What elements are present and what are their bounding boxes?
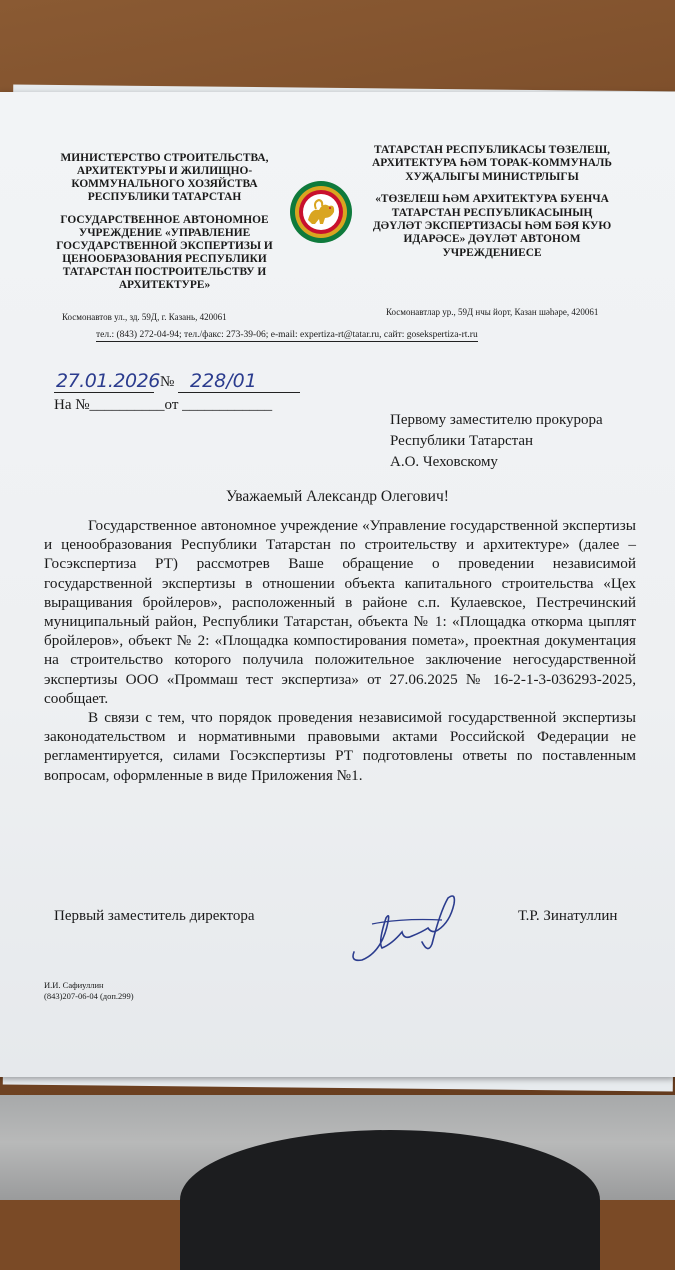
signatory-title: Первый заместитель директора [54,908,255,924]
paragraph-1: Государственное автономное учреждение «Управление государственной экспертизы и ценообразования Республики Татарстан по строительству и архитектуре» (далее – Госэкспертиза РТ) рассмотрев Ваше обращение о проведении независимой государственной экспертизы в отношении объекта капитального строительства «Цех выращивания бройлеров», расположенный в районе с.п. Кулаевское, Пестречинский муниципальный район, Республики Татарстан, объекта № 1: «Площадка откорма цыплят бройлеров», объект № 2: «Площадка компостирования помета», проектная документация на строительство которого получила положительное заключение негосударственной экспертизы ООО «Проммаш тест экспертиза» от 27.06.2025 № 16-2-1-3-036293-2025, сообщает. [44,517,636,707]
addressee-line-3: А.О. Чеховскому [390,454,498,470]
header-left [42,152,287,292]
signatory-name: Т.Р. Зинатуллин [518,908,618,924]
right-institution: «ТӨЗЕЛЕШ ҺӘМ АРХИТЕКТУРА БУЕНЧА ТАТАРСТАН РЕСПУБЛИКАСЫНЫҢ ДӘҮЛӘТ ЭКСПЕРТИЗАСЫ ҺӘМ БӘЯ КУЮ ИДАРӘСЕ» ДӘҮЛӘТ АВТОНОМ УЧРЕЖДЕНИЕСЕ [372,193,612,259]
date-underline [54,392,154,393]
performer-info [44,980,134,1002]
addressee-line-1: Первому заместителю прокурора [390,412,603,428]
address-right: Космонавтлар ур., 59Д нчы йорт, Казан шәһәре, 420061 [386,307,599,317]
paragraph-2: В связи с тем, что порядок проведения независимой государственной экспертизы законодательством и нормативными правовыми актами Российской Федерации не регламентируется, силами Госэкспертизы РТ подготовлены ответы по поставленным вопросам, оформленные в виде Приложения №1. [44,709,636,784]
registration-number-label: № [160,374,175,390]
addressee-line-2: Республики Татарстан [390,433,534,449]
performer-name: И.И. Сафиуллин [44,980,104,990]
registration-date: 27.01.2026 [56,370,160,392]
addressee [390,410,603,473]
letter-page [0,92,675,1077]
header-right [372,144,612,260]
handwritten-signature-icon [342,882,472,972]
salutation: Уважаемый Александр Олегович! [226,488,449,505]
contacts-line: тел.: (843) 272-04-94; тел./факс: 273-39-06; e-mail: expertiza-rt@tatar.ru, сайт: gosekspertiza-rt.ru [96,330,478,340]
dark-object [180,1130,600,1270]
left-institution: ГОСУДАРСТВЕННОЕ АВТОНОМНОЕ УЧРЕЖДЕНИЕ «УПРАВЛЕНИЕ ГОСУДАРСТВЕННОЙ ЭКСПЕРТИЗЫ И ЦЕНООБРАЗОВАНИЯ РЕСПУБЛИКИ ТАТАРСТАН ПОСТРОИТЕЛЬСТВУ И АРХИТЕКТУРЕ» [56,214,273,291]
left-ministry: МИНИСТЕРСТВО СТРОИТЕЛЬСТВА, АРХИТЕКТУРЫ И ЖИЛИЩНО-КОММУНАЛЬНОГО ХОЗЯЙСТВА РЕСПУБЛИКИ ТАТАРСТАН [60,152,269,203]
reference-line: На №__________от ____________ [54,397,273,413]
letter-body [44,516,636,785]
number-underline [178,392,300,393]
address-left: Космонавтов ул., зд. 59Д, г. Казань, 420061 [62,312,227,322]
performer-phone: (843)207-06-04 (доп.299) [44,991,134,1001]
registration-number: 228/01 [190,370,257,392]
tatarstan-emblem-icon [289,180,353,244]
right-ministry: ТАТАРСТАН РЕСПУБЛИКАСЫ ТӨЗЕЛЕШ, АРХИТЕКТУРА ҺӘМ ТОРАК-КОММУНАЛЬ ХУҖАЛЫГЫ МИНИСТРЛЫГЫ [372,144,612,183]
